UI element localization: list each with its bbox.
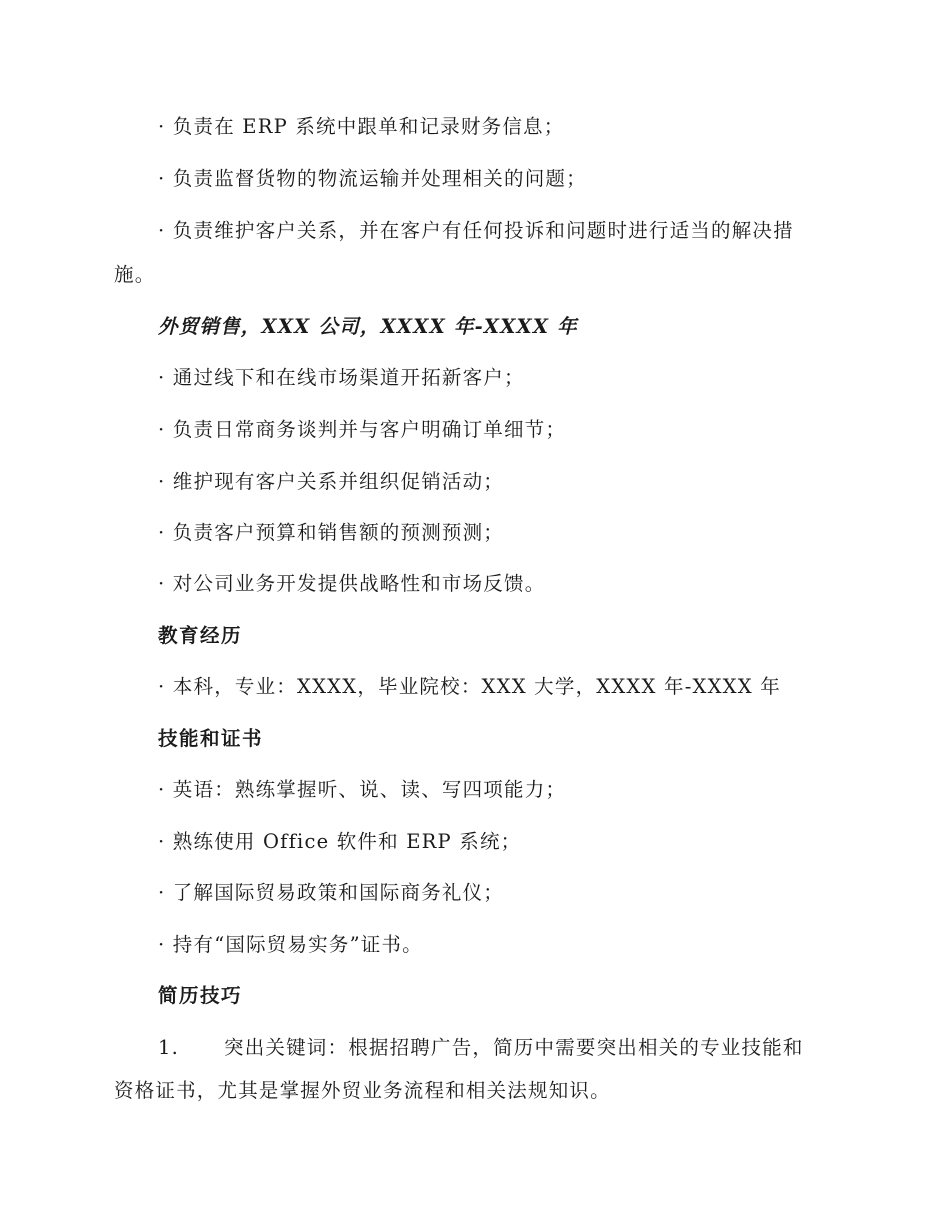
tip-1 <box>158 1034 804 1062</box>
skills-item-2: · 熟练使用 Office 软件和 ERP 系统； <box>158 830 522 853</box>
job2-duty-1: · 通过线下和在线市场渠道开拓新客户； <box>158 366 525 389</box>
job1-duty-3: · 负责维护客户关系，并在客户有任何投诉和问题时进行适当的解决措 <box>158 219 794 242</box>
skills-heading: 技能和证书 <box>158 727 264 750</box>
education-heading: 教育经历 <box>158 624 243 647</box>
tip-1-number: 1. <box>158 1036 180 1059</box>
tip-1-text: 突出关键词：根据招聘广告，简历中需要突出相关的专业技能和 <box>224 1036 804 1059</box>
skills-item-1: · 英语：熟练掌握听、说、读、写四项能力； <box>158 778 567 801</box>
job2-duty-4: · 负责客户预算和销售额的预测预测； <box>158 521 504 544</box>
skills-item-4: · 持有“国际贸易实务”证书。 <box>158 933 423 956</box>
tips-heading: 简历技巧 <box>158 984 243 1007</box>
job1-duty-1: · 负责在 ERP 系统中跟单和记录财务信息； <box>158 115 565 138</box>
tip-1-continuation: 资格证书，尤其是掌握外贸业务流程和相关法规知识。 <box>114 1079 611 1102</box>
job2-duty-5: · 对公司业务开发提供战略性和市场反馈。 <box>158 572 546 595</box>
job1-duty-2: · 负责监督货物的物流运输并处理相关的问题； <box>158 167 587 190</box>
job2-duty-3: · 维护现有客户关系并组织促销活动； <box>158 470 504 493</box>
job2-title: 外贸销售，XXX 公司，XXXX 年-XXXX 年 <box>158 315 578 338</box>
education-item-1: · 本科，专业：XXXX，毕业院校：XXX 大学，XXXX 年-XXXX 年 <box>158 675 781 698</box>
job2-duty-2: · 负责日常商务谈判并与客户明确订单细节； <box>158 418 567 441</box>
job1-duty-3-continuation: 施。 <box>114 263 156 286</box>
skills-item-3: · 了解国际贸易政策和国际商务礼仪； <box>158 881 504 904</box>
